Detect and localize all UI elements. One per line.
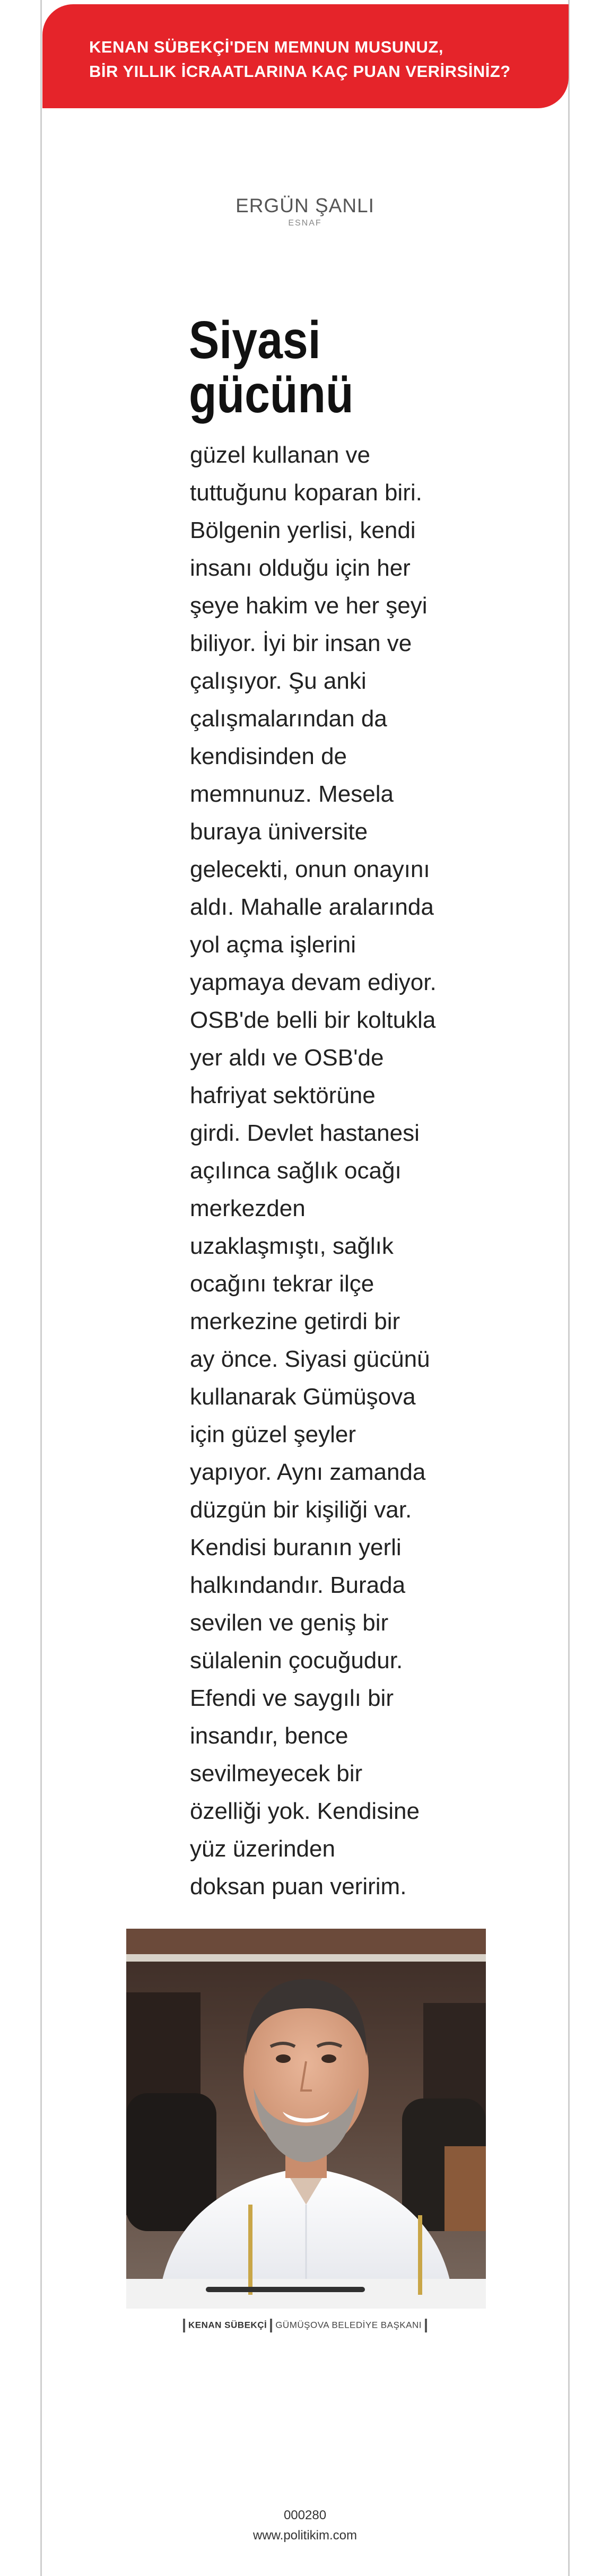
caption-title: GÜMÜŞOVA BELEDİYE BAŞKANI (275, 2320, 422, 2330)
caption-divider (425, 2319, 427, 2332)
body-line: doksan puan veririm. (190, 1874, 407, 1900)
body-line: insanı olduğu için her (190, 555, 411, 581)
body-line: buraya üniversite (190, 819, 368, 845)
headline-line-1: Siyasi (189, 310, 321, 370)
caption-divider (270, 2319, 272, 2332)
headline-line-2: gücünü (189, 365, 354, 424)
body-line: yapıyor. Aynı zamanda (190, 1459, 426, 1485)
body-line: açılınca sağlık ocağı (190, 1158, 402, 1184)
body-line: ay önce. Siyasi gücünü (190, 1346, 430, 1372)
caption-divider (183, 2319, 185, 2332)
body-line: OSB'de belli bir koltukla (190, 1007, 436, 1033)
banner-line-1: KENAN SÜBEKÇİ'DEN MEMNUN MUSUNUZ, (89, 38, 443, 56)
body-line: merkezden (190, 1195, 306, 1221)
page-footer (0, 2505, 610, 2546)
body-line: çalışıyor. Şu anki (190, 668, 367, 694)
body-line: memnunuz. Mesela (190, 781, 394, 807)
body-line: halkındandır. Burada (190, 1572, 406, 1598)
body-line: yapmaya devam ediyor. (190, 969, 437, 995)
body-line: insandır, bence (190, 1723, 348, 1749)
byline (0, 194, 610, 229)
portrait-illustration (126, 1929, 486, 2309)
body-line: yol açma işlerini (190, 932, 356, 958)
body-line: tuttuğunu koparan biri. (190, 480, 422, 506)
question-banner (42, 4, 569, 108)
body-line: girdi. Devlet hastanesi (190, 1120, 420, 1146)
portrait-photo (126, 1929, 486, 2309)
body-line: sevilmeyecek bir (190, 1760, 363, 1786)
banner-line-2: BİR YILLIK İCRAATLARINA KAÇ PUAN VERİRSİNİZ? (89, 62, 511, 81)
body-line: Bölgenin yerlisi, kendi (190, 517, 416, 543)
body-line: çalışmalarından da (190, 706, 387, 732)
body-line: sülalenin çocuğudur. (190, 1647, 403, 1673)
body-line: gelecekti, onun onayını (190, 856, 430, 882)
body-line: hafriyat sektörüne (190, 1082, 376, 1108)
body-line: merkezine getirdi bir (190, 1308, 400, 1334)
body-line: aldı. Mahalle aralarında (190, 894, 434, 920)
body-line: güzel kullanan ve (190, 442, 371, 468)
body-line: biliyor. İyi bir insan ve (190, 630, 412, 656)
body-line: kendisinden de (190, 743, 347, 769)
body-line: özelliği yok. Kendisine (190, 1798, 420, 1824)
body-line: yer aldı ve OSB'de (190, 1045, 384, 1071)
page-frame-right (568, 0, 570, 2576)
body-line: Kendisi buranın yerli (190, 1534, 402, 1560)
page-frame-left (40, 0, 42, 2576)
byline-role: ESNAF (288, 219, 322, 228)
body-line: şeye hakim ve her şeyi (190, 593, 428, 619)
body-line: ocağını tekrar ilçe (190, 1271, 374, 1297)
photo-caption (0, 2319, 610, 2332)
body-line: uzaklaşmıştı, sağlık (190, 1233, 394, 1259)
website-link[interactable]: www.politikim.com (252, 2528, 358, 2543)
body-line: Efendi ve saygılı bir (190, 1685, 394, 1711)
caption-name: KENAN SÜBEKÇİ (188, 2320, 267, 2330)
headline (189, 310, 354, 424)
article-body (190, 436, 437, 1905)
body-line: için güzel şeyler (190, 1421, 356, 1447)
page-number: 000280 (283, 2508, 327, 2522)
byline-name: ERGÜN ŞANLI (236, 195, 374, 216)
body-line: kullanarak Gümüşova (190, 1384, 416, 1410)
body-line: düzgün bir kişiliği var. (190, 1497, 412, 1523)
body-line: sevilen ve geniş bir (190, 1610, 389, 1636)
body-line: yüz üzerinden (190, 1836, 335, 1862)
